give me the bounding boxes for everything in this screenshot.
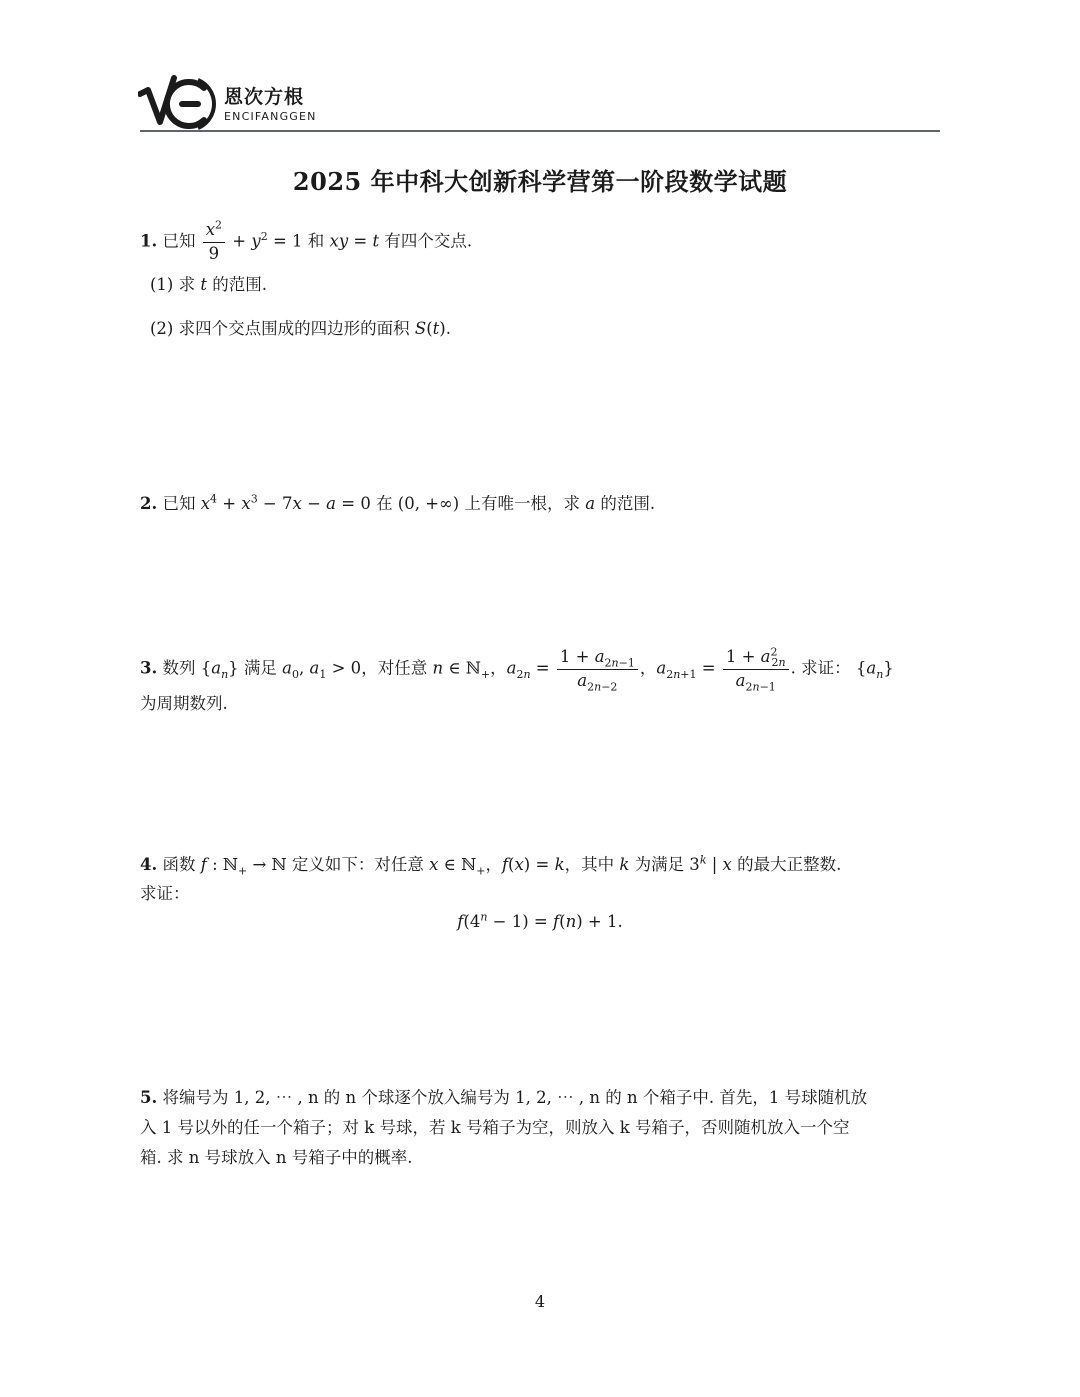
q3-text-g: 为周期数列. xyxy=(140,694,228,713)
page-number: 4 xyxy=(534,1292,546,1311)
q3-line-2 xyxy=(140,696,228,713)
q3-text-b: 满足 xyxy=(243,658,277,678)
q5-line-3-row xyxy=(140,1150,412,1167)
q5-number: 5. xyxy=(140,1088,158,1107)
q1-fraction: $\frac{x^2}{9}$ xyxy=(203,222,225,262)
logo xyxy=(138,70,338,134)
q4-text-d: ，其中 xyxy=(564,855,615,874)
question-3: 3. 数列 $\{a_n\}$ 满足 $a_0$, $a_1 > 0$，对任意 n ∈ ℕ$_+$，$a_{2n}$ = $\frac{1 + a_{2n-1}}{a_{2n-2}}$ ，$a_{2n+1}$ = $\frac{1 + a^2_{2n}}{a_{2n-1}}$ . 求证： $\{a_n\}$ xyxy=(140,645,894,693)
radical-e-logo-icon xyxy=(138,70,218,134)
q1-text-b: 和 xyxy=(307,231,325,251)
q3-text-d: ， xyxy=(490,658,507,678)
q3-fraction-2: $\frac{1 + a^2_{2n}}{a_{2n-1}}$ xyxy=(723,649,789,689)
q4-equation: $f(4^n - 1) = f(n) + 1$. xyxy=(457,910,623,931)
q3-text-a: 数列 xyxy=(162,658,196,678)
q3-text-e: ， xyxy=(639,658,657,678)
q1-part-1-a: (1) 求 xyxy=(150,275,196,294)
q1-part-1-b: 的范围. xyxy=(212,275,268,294)
q1-part-2-text: (2) 求四个交点围成的四边形的面积 xyxy=(150,319,410,338)
q4-line-2 xyxy=(140,886,190,903)
q2-text-d: 的范围. xyxy=(600,494,656,513)
q5-line-2: 入 1 号以外的任一个箱子；对 k 号球，若 k 号箱子为空，则放入 k 号箱子，否则随机放入一个空 xyxy=(140,1118,850,1137)
q2-number: 2. xyxy=(140,494,158,513)
q3-text-f: . 求证： xyxy=(790,658,851,678)
question-2: 2. 已知 $x^4 + x^3 - 7x - a = 0$ 在 (0, +∞) 上有唯一根，求 a 的范围. xyxy=(140,492,656,513)
q4-text-f: 的最大正整数. xyxy=(737,855,842,874)
q4-text-c: ， xyxy=(485,855,502,874)
q1-number: 1. xyxy=(140,231,158,251)
q2-text-a: 已知 xyxy=(162,494,196,513)
header-rule xyxy=(140,130,940,132)
q1-text-c: 有四个交点. xyxy=(384,231,473,251)
q2-text-b: 在 xyxy=(376,494,393,513)
q4-text-b: 定义如下：对任意 xyxy=(291,855,424,874)
q1-text-a: 已知 xyxy=(162,231,196,251)
brand-english: ENCIFANGGEN xyxy=(224,110,317,123)
page-title: 2025 年中科大创新科学营第一阶段数学试题 xyxy=(292,167,788,196)
q3-text-c: ，对任意 xyxy=(361,658,428,678)
q4-text-g: 求证： xyxy=(140,884,190,903)
q5-line-1: 将编号为 1, 2, ⋯ , n 的 n 个球逐个放入编号为 1, 2, ⋯ , n 的 n 个箱子中. 首先，1 号球随机放 xyxy=(162,1088,868,1107)
q2-text-c: 上有唯一根，求 xyxy=(464,494,580,513)
q3-number: 3. xyxy=(140,658,158,678)
q4-text-e: 为满足 xyxy=(634,855,685,874)
q5-line-2-row xyxy=(140,1120,849,1137)
q4-number: 4. xyxy=(140,855,158,874)
question-1: 1. 已知 $\frac{x^2}{9}$ + $y^2 = 1$ 和 xy = t 有四个交点. xyxy=(140,218,473,263)
question-5 xyxy=(140,1090,867,1107)
q1-part-1: (1) 求 t 的范围. xyxy=(150,275,268,294)
question-4: 4. 函数 f : ℕ$_+$ → ℕ 定义如下：对任意 x ∈ ℕ$_+$，f(x) = k，其中 k 为满足 3$^k$ | x 的最大正整数. xyxy=(140,853,842,878)
q1-part-2: (2) 求四个交点围成的四边形的面积 S(t). xyxy=(150,319,451,338)
q3-fraction-1: $\frac{1 + a_{2n-1}}{a_{2n-2}}$ xyxy=(557,649,638,689)
q4-text-a: 函数 xyxy=(162,855,196,874)
brand-chinese: 恩次方根 xyxy=(224,86,305,108)
q5-line-3: 箱. 求 n 号球放入 n 号箱子中的概率. xyxy=(140,1148,413,1167)
